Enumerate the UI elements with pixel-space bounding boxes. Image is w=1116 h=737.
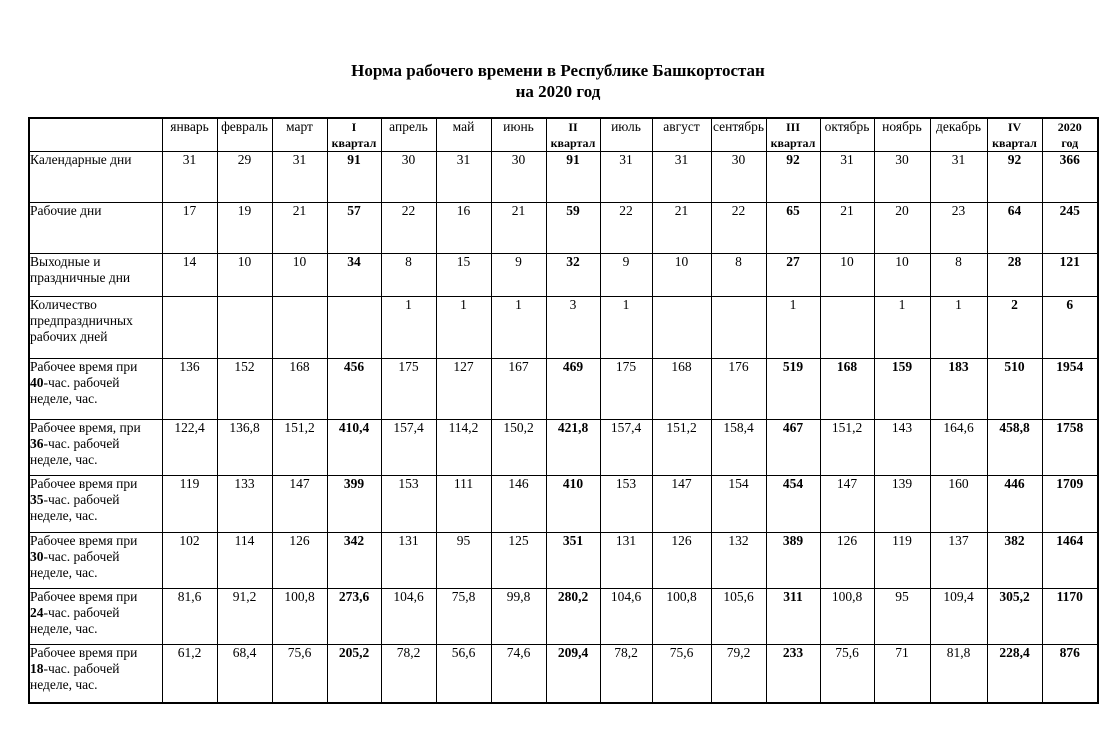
table-cell: 17: [162, 203, 217, 254]
row-label-line: Рабочее время, при: [30, 420, 141, 435]
table-cell: 389: [766, 533, 820, 589]
table-cell: 65: [766, 203, 820, 254]
table-cell: 10: [820, 254, 874, 297]
table-row: [29, 589, 1098, 645]
table-cell: 151,2: [820, 420, 874, 476]
row-label-hours: 30: [30, 549, 44, 564]
row-label-line: [30, 661, 162, 677]
table-cell: 22: [381, 203, 436, 254]
table-cell: 126: [820, 533, 874, 589]
table-cell: 280,2: [546, 589, 600, 645]
table-cell: 410: [546, 476, 600, 533]
table-cell: 139: [874, 476, 930, 533]
table-header: [29, 118, 1098, 152]
column-header-line2: год: [1061, 136, 1079, 150]
column-header-line1: II: [568, 120, 578, 134]
row-label: [29, 533, 162, 589]
table-cell: 75,6: [272, 645, 327, 703]
row-label-line: Рабочее время при: [30, 645, 138, 660]
row-label-line: Выходные и: [30, 254, 101, 269]
row-label-line: Календарные дни: [30, 152, 132, 167]
row-label-line: [30, 605, 162, 621]
column-header-13: ноябрь: [874, 118, 930, 152]
table-cell: 399: [327, 476, 381, 533]
table-cell: 16: [436, 203, 491, 254]
table-cell: 458,8: [987, 420, 1042, 476]
table-cell: 59: [546, 203, 600, 254]
table-cell: 131: [381, 533, 436, 589]
table-cell: 1: [436, 297, 491, 359]
table-cell: 151,2: [272, 420, 327, 476]
table-cell: 311: [766, 589, 820, 645]
table-cell: 111: [436, 476, 491, 533]
table-cell: 68,4: [217, 645, 272, 703]
table-cell: 30: [381, 152, 436, 203]
row-label-hours: 35: [30, 492, 44, 507]
table-cell: 382: [987, 533, 1042, 589]
table-cell: 168: [272, 359, 327, 420]
table-cell: 143: [874, 420, 930, 476]
column-header-4: апрель: [381, 118, 436, 152]
table-cell: 175: [381, 359, 436, 420]
table-cell: 91,2: [217, 589, 272, 645]
header-corner-cell: [29, 118, 162, 152]
table-cell: 147: [652, 476, 711, 533]
table-cell: 1758: [1042, 420, 1098, 476]
table-cell: 160: [930, 476, 987, 533]
table-cell: 3: [546, 297, 600, 359]
column-header-line2: квартал: [770, 136, 816, 150]
table-cell: 136: [162, 359, 217, 420]
table-cell: 119: [162, 476, 217, 533]
row-label: [29, 645, 162, 703]
table-cell: 22: [711, 203, 766, 254]
table-cell: 34: [327, 254, 381, 297]
table-cell: 1954: [1042, 359, 1098, 420]
table-cell: 31: [600, 152, 652, 203]
table-cell: 519: [766, 359, 820, 420]
table-cell: 74,6: [491, 645, 546, 703]
table-cell: 100,8: [652, 589, 711, 645]
table-cell: 31: [436, 152, 491, 203]
table-cell: 27: [766, 254, 820, 297]
column-header-5: май: [436, 118, 491, 152]
table-cell: 91: [327, 152, 381, 203]
table-cell: 126: [652, 533, 711, 589]
table-cell: 342: [327, 533, 381, 589]
table-cell: 233: [766, 645, 820, 703]
table-cell: 2: [987, 297, 1042, 359]
table-cell: [652, 297, 711, 359]
row-label-text: -час. рабочей: [43, 661, 120, 676]
row-label-line: Количество: [30, 297, 97, 312]
table-row: [29, 254, 1098, 297]
table-cell: 78,2: [600, 645, 652, 703]
table-cell: 157,4: [381, 420, 436, 476]
table-cell: 510: [987, 359, 1042, 420]
table-row: [29, 359, 1098, 420]
table-cell: 22: [600, 203, 652, 254]
table-cell: 105,6: [711, 589, 766, 645]
row-label-line: Рабочее время при: [30, 533, 138, 548]
table-cell: 305,2: [987, 589, 1042, 645]
table-cell: 6: [1042, 297, 1098, 359]
table-cell: 183: [930, 359, 987, 420]
table-cell: 1464: [1042, 533, 1098, 589]
table-cell: 133: [217, 476, 272, 533]
table-cell: 153: [381, 476, 436, 533]
table-cell: 109,4: [930, 589, 987, 645]
table-cell: 467: [766, 420, 820, 476]
row-label: [29, 254, 162, 297]
table-cell: 31: [930, 152, 987, 203]
table-cell: 9: [600, 254, 652, 297]
table-cell: 31: [652, 152, 711, 203]
row-label-line: рабочих дней: [30, 329, 108, 344]
table-cell: 19: [217, 203, 272, 254]
column-header-3: [327, 118, 381, 152]
column-header-2: март: [272, 118, 327, 152]
table-cell: 152: [217, 359, 272, 420]
row-label-line: Рабочее время при: [30, 359, 138, 374]
table-cell: 104,6: [600, 589, 652, 645]
table-cell: 78,2: [381, 645, 436, 703]
table-cell: 1: [381, 297, 436, 359]
table-cell: 8: [381, 254, 436, 297]
table-cell: 410,4: [327, 420, 381, 476]
table-cell: 31: [820, 152, 874, 203]
table-cell: 1170: [1042, 589, 1098, 645]
table-cell: [272, 297, 327, 359]
document-title: [0, 60, 1116, 102]
table-cell: 8: [711, 254, 766, 297]
table-cell: [820, 297, 874, 359]
row-label: [29, 420, 162, 476]
table-cell: 100,8: [272, 589, 327, 645]
column-header-line1: IV: [1007, 120, 1022, 134]
column-header-11: [766, 118, 820, 152]
table-cell: 127: [436, 359, 491, 420]
table-cell: 147: [272, 476, 327, 533]
column-header-9: август: [652, 118, 711, 152]
table-cell: 23: [930, 203, 987, 254]
table-cell: 10: [217, 254, 272, 297]
row-label-line: Рабочее время при: [30, 589, 138, 604]
table-row: [29, 152, 1098, 203]
table-cell: 421,8: [546, 420, 600, 476]
column-header-15: [987, 118, 1042, 152]
row-label-line: Рабочее время при: [30, 476, 138, 491]
row-label-hours: 24: [30, 605, 44, 620]
column-header-line1: 2020: [1057, 120, 1082, 134]
table-cell: 1709: [1042, 476, 1098, 533]
table-cell: 79,2: [711, 645, 766, 703]
table-cell: 132: [711, 533, 766, 589]
table-cell: 1: [600, 297, 652, 359]
title-line-2: на 2020 год: [515, 82, 601, 101]
column-header-line2: квартал: [331, 136, 377, 150]
table-body: [29, 152, 1098, 703]
row-label-text: -час. рабочей: [43, 492, 120, 507]
table-cell: 95: [436, 533, 491, 589]
table-cell: 366: [1042, 152, 1098, 203]
row-label-line: неделе, час.: [30, 565, 98, 580]
table-cell: 75,8: [436, 589, 491, 645]
table-cell: 104,6: [381, 589, 436, 645]
row-label: [29, 589, 162, 645]
table-cell: 21: [820, 203, 874, 254]
table-cell: 114,2: [436, 420, 491, 476]
table-cell: 228,4: [987, 645, 1042, 703]
table-cell: 136,8: [217, 420, 272, 476]
column-header-12: октябрь: [820, 118, 874, 152]
column-header-6: июнь: [491, 118, 546, 152]
table-cell: 64: [987, 203, 1042, 254]
table-cell: 454: [766, 476, 820, 533]
table-cell: 102: [162, 533, 217, 589]
table-cell: 153: [600, 476, 652, 533]
table-cell: 150,2: [491, 420, 546, 476]
row-label-line: неделе, час.: [30, 621, 98, 636]
table-cell: 1: [491, 297, 546, 359]
text-cursor: [1098, 530, 1099, 548]
table-cell: 157,4: [600, 420, 652, 476]
column-header-line2: квартал: [992, 136, 1037, 150]
table-cell: 351: [546, 533, 600, 589]
row-label-line: [30, 375, 162, 391]
row-label: [29, 476, 162, 533]
row-label: [29, 359, 162, 420]
table-cell: 9: [491, 254, 546, 297]
column-header-10: сентябрь: [711, 118, 766, 152]
table-cell: 209,4: [546, 645, 600, 703]
row-label-line: [30, 436, 162, 452]
working-time-table: [28, 117, 1099, 704]
table-cell: 10: [652, 254, 711, 297]
table-row: [29, 533, 1098, 589]
table-cell: 15: [436, 254, 491, 297]
row-label-hours: 40: [30, 375, 44, 390]
table-cell: 20: [874, 203, 930, 254]
row-label-line: Рабочие дни: [30, 203, 102, 218]
table-cell: 146: [491, 476, 546, 533]
table-cell: 175: [600, 359, 652, 420]
table-cell: 81,6: [162, 589, 217, 645]
table-cell: 14: [162, 254, 217, 297]
table-cell: 31: [162, 152, 217, 203]
row-label-line: неделе, час.: [30, 452, 98, 467]
table-cell: 91: [546, 152, 600, 203]
table-cell: 121: [1042, 254, 1098, 297]
table-cell: 29: [217, 152, 272, 203]
table-cell: 1: [766, 297, 820, 359]
table-cell: [162, 297, 217, 359]
table-row: [29, 297, 1098, 359]
table-cell: 158,4: [711, 420, 766, 476]
table-cell: 28: [987, 254, 1042, 297]
table-cell: 168: [820, 359, 874, 420]
column-header-line1: I: [351, 120, 357, 134]
table-cell: 99,8: [491, 589, 546, 645]
row-label-line: праздничные дни: [30, 270, 131, 285]
table-cell: 10: [874, 254, 930, 297]
row-label-text: -час. рабочей: [43, 549, 120, 564]
row-label-line: предпраздничных: [30, 313, 133, 328]
table-cell: 1: [874, 297, 930, 359]
table-cell: 81,8: [930, 645, 987, 703]
column-header-14: декабрь: [930, 118, 987, 152]
table-cell: 75,6: [652, 645, 711, 703]
table-cell: 31: [272, 152, 327, 203]
table-cell: 151,2: [652, 420, 711, 476]
table-cell: 147: [820, 476, 874, 533]
table-cell: 876: [1042, 645, 1098, 703]
row-label-hours: 18: [30, 661, 44, 676]
header-row: [29, 118, 1098, 152]
table-cell: 21: [652, 203, 711, 254]
table-cell: 21: [272, 203, 327, 254]
row-label-line: неделе, час.: [30, 391, 98, 406]
table-row: [29, 476, 1098, 533]
table-cell: 56,6: [436, 645, 491, 703]
table-cell: 95: [874, 589, 930, 645]
table-cell: 30: [711, 152, 766, 203]
row-label-line: неделе, час.: [30, 508, 98, 523]
table-cell: 205,2: [327, 645, 381, 703]
table-cell: 92: [987, 152, 1042, 203]
row-label-text: -час. рабочей: [43, 605, 120, 620]
row-label-line: [30, 549, 162, 565]
row-label: [29, 203, 162, 254]
row-label-text: -час. рабочей: [43, 436, 120, 451]
column-header-8: июль: [600, 118, 652, 152]
table-cell: 159: [874, 359, 930, 420]
table-cell: 8: [930, 254, 987, 297]
row-label-line: [30, 492, 162, 508]
row-label-hours: 36: [30, 436, 44, 451]
title-line-1: Норма рабочего времени в Республике Башкортостан: [351, 61, 765, 80]
table-cell: 168: [652, 359, 711, 420]
row-label-line: неделе, час.: [30, 677, 98, 692]
table-cell: 167: [491, 359, 546, 420]
table-cell: 154: [711, 476, 766, 533]
column-header-1: февраль: [217, 118, 272, 152]
table-cell: 75,6: [820, 645, 874, 703]
column-header-line1: III: [785, 120, 800, 134]
table-cell: 10: [272, 254, 327, 297]
table-cell: 119: [874, 533, 930, 589]
column-header-0: январь: [162, 118, 217, 152]
column-header-16: [1042, 118, 1098, 152]
column-header-7: [546, 118, 600, 152]
table-cell: 92: [766, 152, 820, 203]
table-cell: 456: [327, 359, 381, 420]
row-label-text: -час. рабочей: [43, 375, 120, 390]
table-cell: [327, 297, 381, 359]
table-cell: 469: [546, 359, 600, 420]
row-label: [29, 152, 162, 203]
table-cell: [217, 297, 272, 359]
table-cell: 30: [874, 152, 930, 203]
table-row: [29, 203, 1098, 254]
table-cell: 125: [491, 533, 546, 589]
table-cell: 61,2: [162, 645, 217, 703]
table-cell: 137: [930, 533, 987, 589]
table-row: [29, 645, 1098, 703]
table-cell: 122,4: [162, 420, 217, 476]
table-cell: 71: [874, 645, 930, 703]
table-cell: 446: [987, 476, 1042, 533]
table-cell: 245: [1042, 203, 1098, 254]
table-cell: 273,6: [327, 589, 381, 645]
table-cell: 57: [327, 203, 381, 254]
table-cell: 32: [546, 254, 600, 297]
table-cell: 30: [491, 152, 546, 203]
table-cell: 114: [217, 533, 272, 589]
table-cell: 176: [711, 359, 766, 420]
table-cell: [711, 297, 766, 359]
table-cell: 100,8: [820, 589, 874, 645]
table-cell: 164,6: [930, 420, 987, 476]
table-cell: 126: [272, 533, 327, 589]
column-header-line2: квартал: [550, 136, 596, 150]
table-row: [29, 420, 1098, 476]
table-cell: 1: [930, 297, 987, 359]
row-label: [29, 297, 162, 359]
table-cell: 21: [491, 203, 546, 254]
table-cell: 131: [600, 533, 652, 589]
